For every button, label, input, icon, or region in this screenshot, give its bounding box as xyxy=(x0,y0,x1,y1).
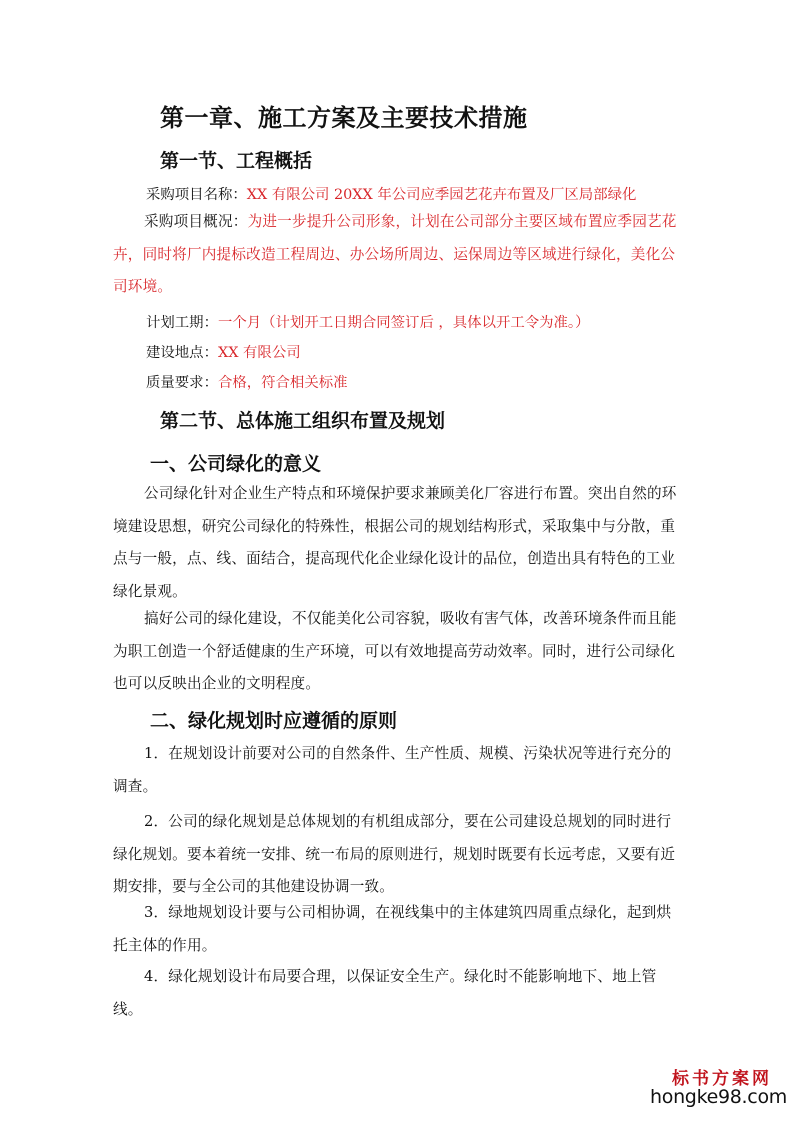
significance-paragraph-2: 搞好公司的绿化建设，不仅能美化公司容貌，吸收有害气体，改善环境条件而且能为职工创造一个舒适健康的生产环境，可以有效地提高劳动效率。同时，进行公司绿化也可以反映出企业的文明程度。 xyxy=(113,610,677,692)
principle-item-2: 2．公司的绿化规划是总体规划的有机组成部分，要在公司建设总规划的同时进行绿化规划。要本着统一安排、统一布局的原则进行，规划时既要有长远考虑，又要有近期安排，要与全公司的其他建设协调一致。 xyxy=(113,813,676,895)
quality-row xyxy=(146,371,348,392)
schedule-value: 一个月（计划开工日期合同签订后 ，具体以开工令为准。） xyxy=(217,315,590,331)
location-row xyxy=(146,341,301,362)
project-name-row xyxy=(146,183,636,204)
subsection-2-heading: 二、绿化规划时应遵循的原则 xyxy=(150,710,398,732)
section-1-heading: 第一节、工程概括 xyxy=(160,150,313,172)
watermark-site-name: 标书方案网 xyxy=(672,1069,772,1089)
schedule-row xyxy=(146,311,590,332)
quality-value: 合格，符合相关标准 xyxy=(217,375,348,391)
location-label: 建设地点： xyxy=(146,345,218,361)
significance-paragraph-1: 公司绿化针对企业生产特点和环境保护要求兼顾美化厂容进行布置。突出自然的环境建设思想，研究公司绿化的特殊性，根据公司的规划结构形式，采取集中与分散，重点与一般，点、线、面结合，提高现代化企业绿化设计的品位，创造出具有特色的工业绿化景观。 xyxy=(113,485,677,600)
principle-item-4: 4．绿化规划设计布局要合理，以保证安全生产。绿化时不能影响地下、地上管线。 xyxy=(113,968,657,1018)
schedule-label: 计划工期： xyxy=(146,315,218,331)
quality-label: 质量要求： xyxy=(146,375,218,391)
overview-value-line1: 为进一步提升公司形象，计划在公司部分主要区域布置应季 xyxy=(247,213,633,230)
principle-item-1: 1．在规划设计前要对公司的自然条件、生产性质、规模、污染状况等进行充分的调查。 xyxy=(113,745,672,795)
project-overview-row xyxy=(113,206,683,304)
project-name-label: 采购项目名称： xyxy=(146,187,247,203)
location-value: XX 有限公司 xyxy=(217,345,301,361)
overview-label: 采购项目概况： xyxy=(144,213,248,230)
project-name-value: XX 有限公司 20XX 年公司应季园艺花卉布置及厂区局部绿化 xyxy=(246,187,637,203)
principle-item-3: 3．绿地规划设计要与公司相协调，在视线集中的主体建筑四周重点绿化，起到烘托主体的作用。 xyxy=(113,904,672,954)
section-2-heading: 第二节、总体施工组织布置及规划 xyxy=(160,410,446,432)
watermark-url: hongke98.com xyxy=(650,1086,787,1108)
overview-value-rest: 园艺花卉，同时将厂内提标改造工程周边、办公场所周边、运保周边等区域进行绿化，美化公司环境。 xyxy=(113,213,677,295)
chapter-title: 第一章、施工方案及主要技术措施 xyxy=(160,104,528,132)
subsection-1-heading: 一、公司绿化的意义 xyxy=(150,453,322,475)
